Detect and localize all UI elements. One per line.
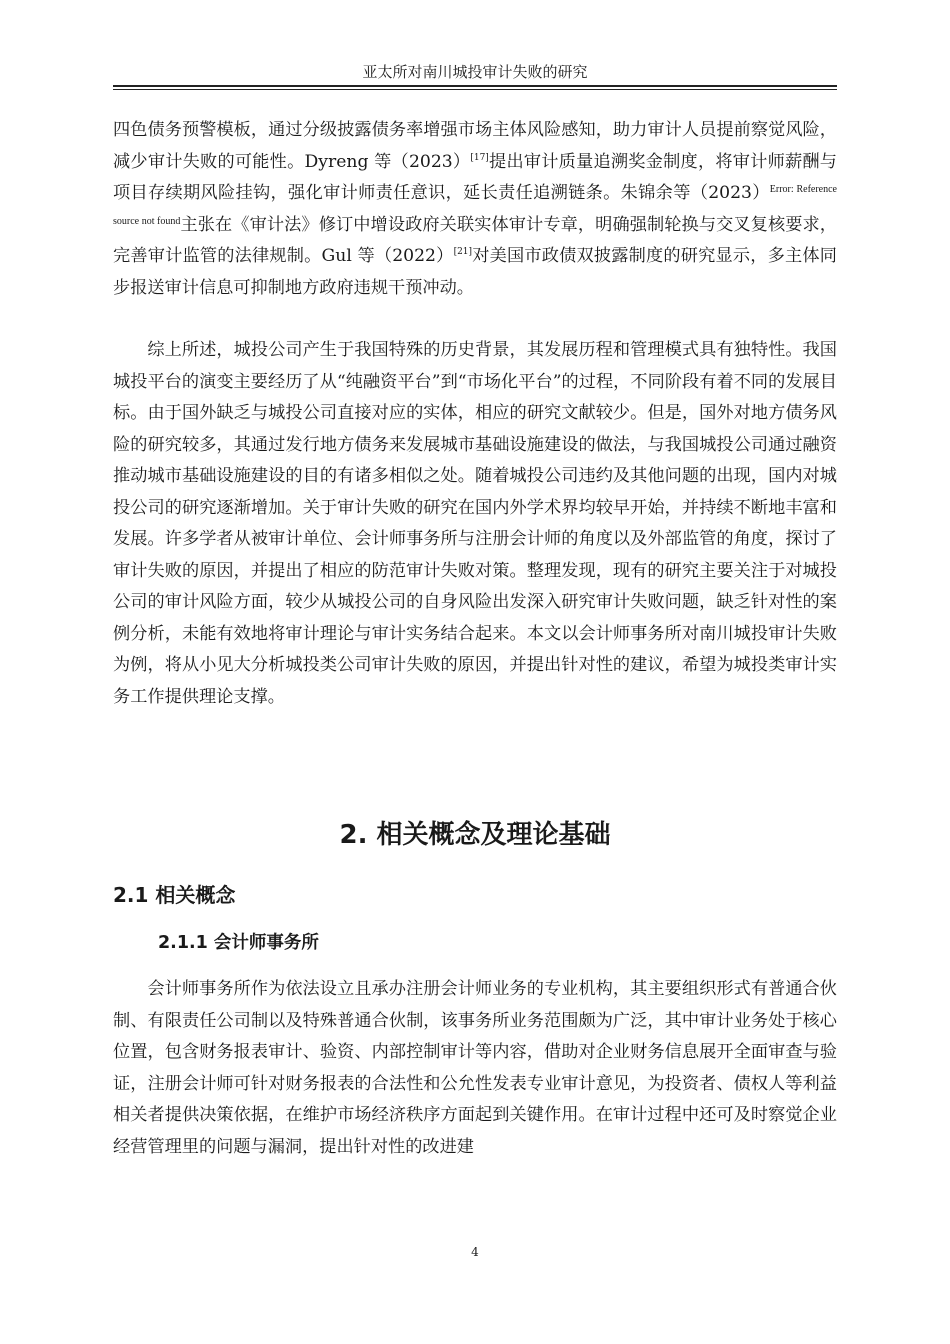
paragraph-literature-review [113, 115, 837, 304]
para1-text-4: 对美国市政债双披露制度的研究显示，多主体同步报送审计信息可抑制地方政府违规干预冲动。 [113, 246, 837, 298]
header-rule-thin [113, 89, 837, 90]
paragraph-summary: 综上所述，城投公司产生于我国特殊的历史背景，其发展历程和管理模式具有独特性。我国城投平台的演变主要经历了从“纯融资平台”到“市场化平台”的过程，不同阶段有着不同的发展目标。由于国外缺乏与城投公司直接对应的实体，相应的研究文献较少。但是，国外对地方债务风险的研究较多，其通过发行地方债务来发展城市基础设施建设的做法，与我国城投公司通过融资推动城市基础设施建设的目的有诸多相似之处。随着城投公司违约及其他问题的出现，国内对城投公司的研究逐渐增加。关于审计失败的研究在国内外学术界均较早开始，并持续不断地丰富和发展。许多学者从被审计单位、会计师事务所与注册会计师的角度以及外部监管的角度，探讨了审计失败的原因，并提出了相应的防范审计失败对策。整理发现，现有的研究主要关注于对城投公司的审计风险方面，较少从城投公司的自身风险出发深入研究审计失败问题，缺乏针对性的案例分析，未能有效地将审计理论与审计实务结合起来。本文以会计师事务所对南川城投审计失败为例，将从小见大分析城投类公司审计失败的原因，并提出针对性的建议，希望为城投类审计实务工作提供理论支撑。 [113, 340, 837, 707]
page-number: 4 [471, 1245, 479, 1259]
para1-text-2: 提出审计质量追溯奖金制度，将审计师薪酬与项目存续期风险挂钩，强化审计师责任意识，延长责任追溯链条。朱锦余等（2023） [113, 151, 837, 203]
citation-17: [17] [470, 152, 489, 163]
section-title: 2.1 相关概念 [113, 883, 236, 907]
paragraph-accounting-firm: 会计师事务所作为依法设立且承办注册会计师业务的专业机构，其主要组织形式有普通合伙制、有限责任公司制以及特殊普通合伙制，该事务所业务范围颇为广泛，其中审计业务处于核心位置，包含财务报表审计、验资、内部控制审计等内容，借助对企业财务信息展开全面审查与验证，注册会计师可针对财务报表的合法性和公允性发表专业审计意见，为投资者、债权人等利益相关者提供决策依据，在维护市场经济秩序方面起到关键作用。在审计过程中还可及时察觉企业经营管理里的问题与漏洞，提出针对性的改进建 [113, 979, 837, 1157]
para1-text-3: 主张在《审计法》修订中增设政府关联实体审计专章，明确强制轮换与交叉复核要求，完善审计监管的法律规制。Gul 等（2022） [113, 214, 837, 266]
running-header: 亚太所对南川城投审计失败的研究 [362, 63, 588, 81]
chapter-title: 2. 相关概念及理论基础 [339, 820, 611, 850]
header-rule [113, 85, 837, 87]
citation-21: [21] [453, 247, 473, 257]
para1-text-1: 四色债务预警模板，通过分级披露债务率增强市场主体风险感知，助力审计人员提前察觉风险，减少审计失败的可能性。Dyreng 等（2023） [113, 120, 837, 172]
citation-error: Error: Reference source not found [113, 184, 837, 227]
subsection-title: 2.1.1 会计师事务所 [158, 933, 319, 953]
